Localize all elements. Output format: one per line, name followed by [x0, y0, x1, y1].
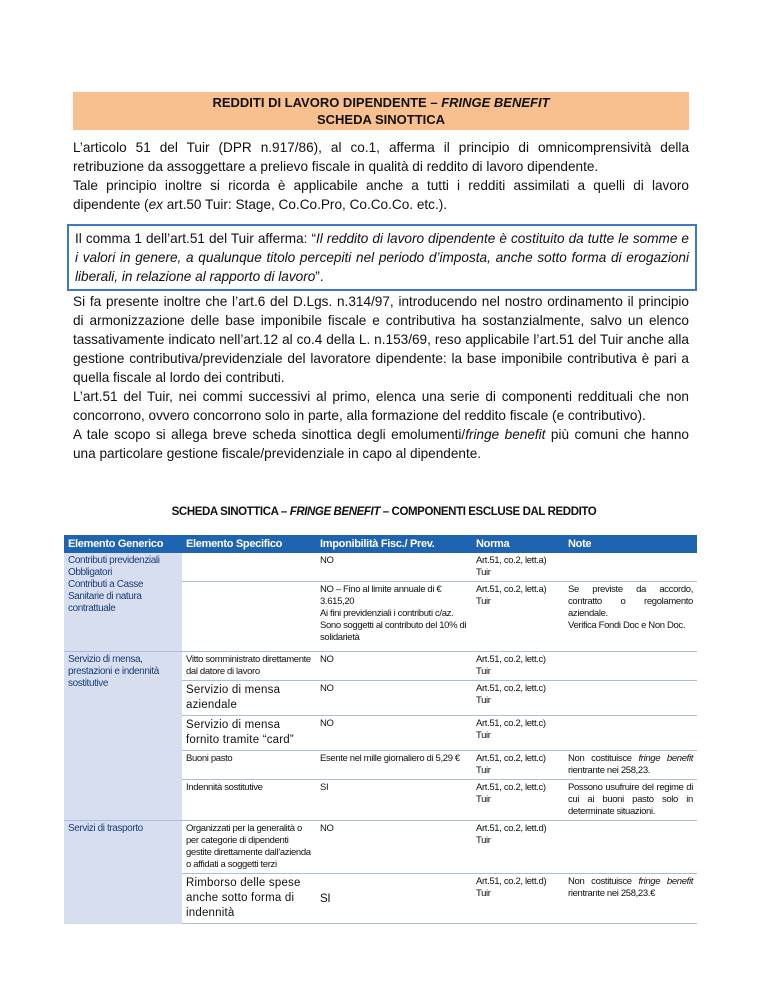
table-row: Servizio di mensa fornito tramite “card” NO Art.51, co.2, lett.c) Tuir — [64, 716, 697, 751]
header-elemento-specifico: Elemento Specifico — [182, 535, 316, 553]
header-elemento-generico: Elemento Generico — [64, 535, 182, 553]
group-contributi: Contributi previdenziali Obbligatori Contributi a Casse Sanitarie di natura contrattuale — [64, 553, 182, 652]
table-title: SCHEDA SINOTTICA – FRINGE BENEFIT – COMPONENTI ESCLUSE DAL REDDITO — [171, 506, 597, 518]
table-header-row — [64, 535, 697, 553]
synoptic-table — [64, 535, 697, 924]
table-row: Contributi previdenziali Obbligatori Contributi a Casse Sanitarie di natura contrattuale NO Art.51, co.2, lett.a) Tuir — [64, 553, 697, 582]
table-row: NO – Fino al limite annuale di € 3.615,20 Ai fini previdenziali i contributi c/az. Sono soggetti al contributo del 10% di solidarietà Art.51, co.2, lett.a) Tuir Se previste da accordo, contratto o regolamento aziendale. Verifica Fondi Doc e Non Doc. — [64, 582, 697, 652]
document-subtitle: SCHEDA SINOTTICA — [316, 112, 446, 127]
group-mensa: Servizio di mensa, prestazioni e indennità sostitutive — [64, 652, 182, 821]
table-row: Servizi di trasporto Organizzati per la generalità o per categorie di dipendenti gestite direttamente dall’azienda o affidati a soggetti terzi NO Art.51, co.2, lett.d) Tuir — [64, 821, 697, 874]
quote-box: Il comma 1 dell’art.51 del Tuir afferma: “Il reddito di lavoro dipendente è costituito da tutte le somme e i valori in genere, a qualunque titolo percepiti nel periodo d’imposta, anche sotto forma di erogazioni liberali, in relazione al rapporto di lavoro”. — [67, 224, 697, 291]
header-norma: Norma — [472, 535, 564, 553]
document-title: REDDITI DI LAVORO DIPENDENTE – FRINGE BENEFIT SCHEDA SINOTTICA — [73, 92, 689, 130]
table-row: Buoni pasto Esente nel mille giornaliero di 5,29 € Art.51, co.2, lett.c) Tuir Non costituisce fringe benefit rientrante nei 258,23. — [64, 751, 697, 780]
header-imponibilita: Imponibilità Fisc./ Prev. — [316, 535, 472, 553]
table-row: Servizio di mensa, prestazioni e indennità sostitutive Vitto somministrato direttamente dal datore di lavoro NO Art.51, co.2, lett.c) Tuir — [64, 652, 697, 681]
table-row: Rimborso delle spese anche sotto forma di indennità SI Art.51, co.2, lett.d) Tuir Non costituisce fringe benefit rientrante nei 258,23.€ — [64, 874, 697, 924]
intro-paragraph: L’articolo 51 del Tuir (DPR n.917/86), al co.1, afferma il principio di omnicomprensività della retribuzione da assoggettare a prelievo fiscale in qualità di reddito di lavoro dipendente. Tale principio inoltre si ricorda è applicabile anche a tutti i redditi assimilati a quelli di lavoro dipendente (ex art.50 Tuir: Stage, Co.Co.Pro, Co.Co.Co. etc.). — [73, 140, 689, 212]
header-note: Note — [564, 535, 697, 553]
table-row: Indennità sostitutive SI Art.51, co.2, lett.c) Tuir Possono usufruire del regime di cui ai buoni pasto solo in determinate situazioni. — [64, 780, 697, 821]
body-paragraph: Si fa presente inoltre che l’art.6 del D.Lgs. n.314/97, introducendo nel nostro ordinamento il principio di armonizzazione delle base imponibile fiscale e contributiva ha sostanzialmente, salvo un elenco tassativamente indicato nell’art.12 al co.4 della L. n.153/69, reso applicabile l’art.51 del Tuir anche alla gestione contributiva/previdenziale del lavoratore dipendente: la base imponibile contributiva è pari a quella fiscale al lordo dei contributi. L’art.51 del Tuir, nei commi successivi al primo, elenca una serie di componenti reddituali che non concorrono, ovvero concorrono solo in parte, alla formazione del reddito fiscale (e contributivo). A tale scopo si allega breve scheda sinottica degli emolumenti/fringe benefit più comuni che hanno una particolare gestione fiscale/previdenziale in capo al dipendente. — [73, 294, 689, 461]
group-trasporto: Servizi di trasporto — [64, 821, 182, 924]
table-row: Servizio di mensa aziendale NO Art.51, co.2, lett.c) Tuir — [64, 681, 697, 716]
